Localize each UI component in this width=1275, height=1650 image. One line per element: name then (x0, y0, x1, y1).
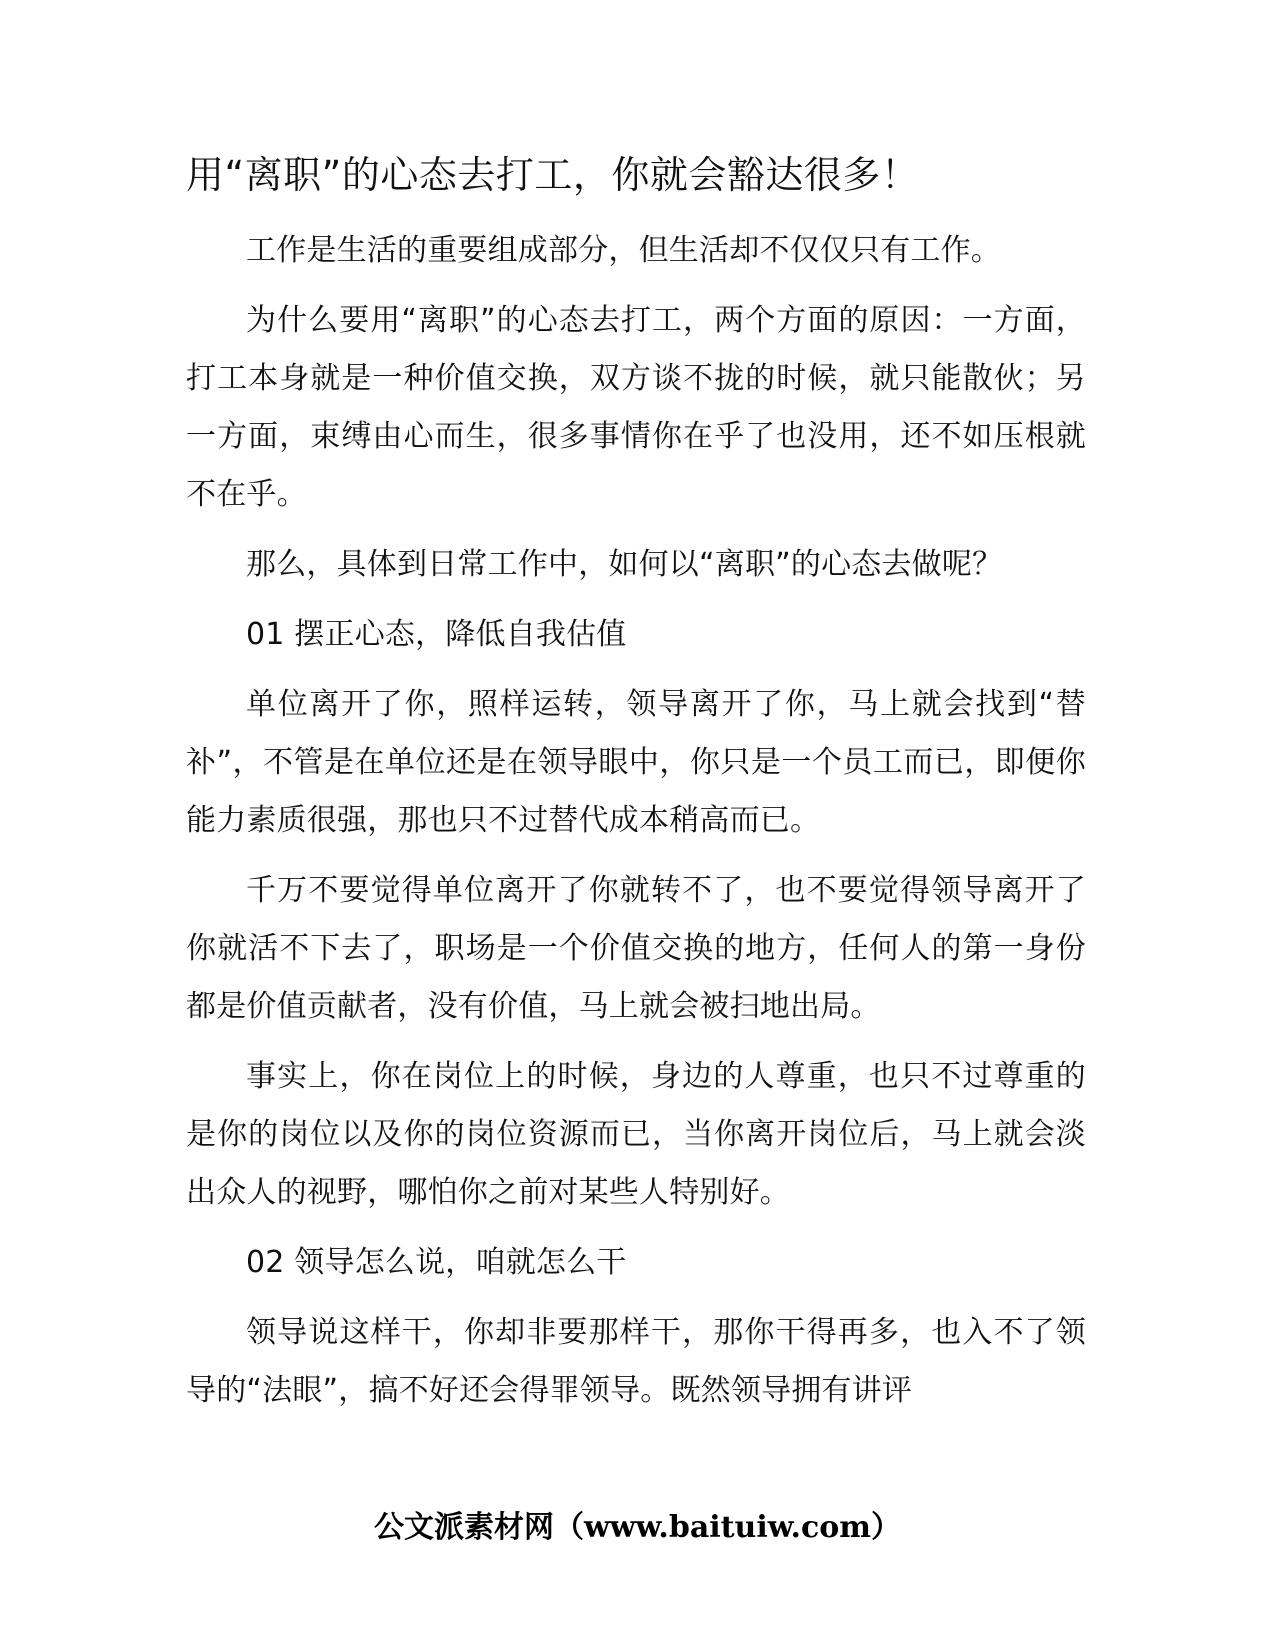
paragraph: 事实上，你在岗位上的时候，身边的人尊重，也只不过尊重的是你的岗位以及你的岗位资源而已，当你离开岗位后，马上就会淡出众人的视野，哪怕你之前对某些人特别好。 (186, 1059, 1086, 1210)
footer-watermark: 公文派素材网（www.baituiw.com） (373, 1510, 902, 1545)
paragraph: 领导说这样干，你却非要那样干，那你干得再多，也入不了领导的“法眼”，搞不好还会得罪领导。既然领导拥有讲评 (186, 1315, 1086, 1408)
section-heading: 02 领导怎么说，咱就怎么干 (246, 1245, 627, 1280)
document-body (186, 222, 1086, 1432)
paragraph: 单位离开了你，照样运转，领导离开了你，马上就会找到“替补”，不管是在单位还是在领导眼中，你只是一个员工而已，即便你能力素质很强，那也只不过替代成本稍高而已。 (186, 687, 1086, 838)
document-title: 用“离职”的心态去打工，你就会豁达很多！ (186, 153, 920, 197)
paragraph: 为什么要用“离职”的心态去打工，两个方面的原因：一方面，打工本身就是一种价值交换，双方谈不拢的时候，就只能散伙；另一方面，束缚由心而生，很多事情你在乎了也没用，还不如压根就不在乎。 (186, 303, 1086, 512)
paragraph: 千万不要觉得单位离开了你就转不了，也不要觉得领导离开了你就活不下去了，职场是一个价值交换的地方，任何人的第一身份都是价值贡献者，没有价值，马上就会被扫地出局。 (186, 873, 1086, 1024)
section-heading: 01 摆正心态，降低自我估值 (246, 617, 627, 652)
paragraph: 那么，具体到日常工作中，如何以“离职”的心态去做呢？ (246, 547, 1003, 582)
paragraph: 工作是生活的重要组成部分，但生活却不仅仅只有工作。 (246, 233, 1001, 268)
